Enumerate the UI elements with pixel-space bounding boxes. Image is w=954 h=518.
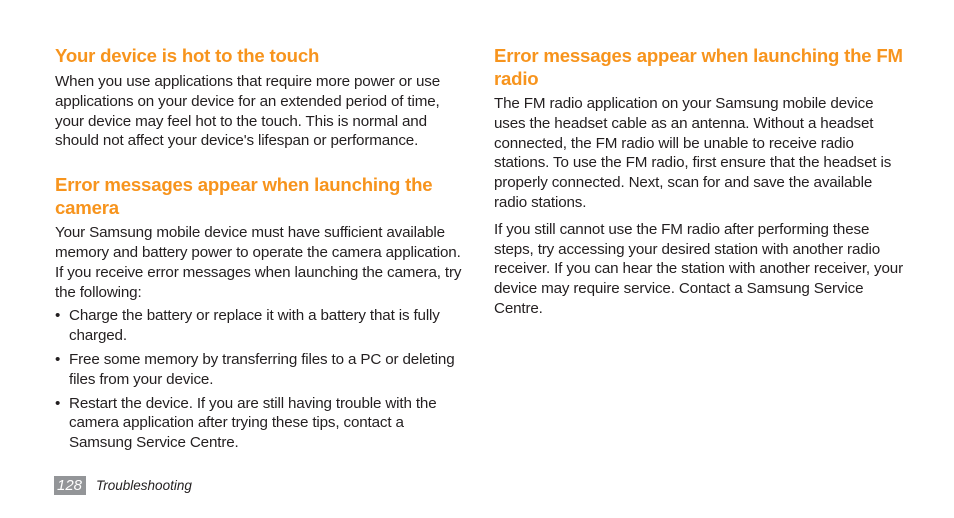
list-item <box>55 306 467 346</box>
camera-tips-list <box>55 306 467 453</box>
footer-section-name: Troubleshooting <box>96 478 192 493</box>
section-hot-to-touch <box>55 44 467 151</box>
list-item <box>55 394 467 453</box>
paragraph-camera-errors: Your Samsung mobile device must have sufficient available memory and battery power to operate the camera application. If you receive error messages when launching the camera, try the following: <box>55 224 462 301</box>
right-column <box>494 44 904 319</box>
paragraph-fm-radio-antenna: The FM radio application on your Samsung mobile device uses the headset cable as an antenna. Without a headset connected, the FM radio will be unable to receive radio stations. To use the FM radio, first ensure that the headset is properly connected. Next, scan for and save the available radio stations. <box>494 95 892 211</box>
left-column <box>55 44 467 457</box>
bullet-icon: • <box>55 394 61 412</box>
paragraph-fm-radio-service: If you still cannot use the FM radio after performing these steps, try accessing your desired station with another radio receiver. If you can hear the station with another receiver, your device may require service. Contact a Samsung Service Centre. <box>494 220 903 317</box>
list-item-text: Free some memory by transferring files to a PC or deleting files from your device. <box>69 350 455 388</box>
heading-camera-errors: Error messages appear when launching the camera <box>55 174 433 219</box>
list-item <box>55 350 467 390</box>
section-fm-radio-errors <box>494 44 904 319</box>
list-item-text: Charge the battery or replace it with a battery that is fully charged. <box>69 307 440 345</box>
list-item-text: Restart the device. If you are still having trouble with the camera application after trying these tips, contact a Samsung Service Centre. <box>69 394 437 452</box>
heading-fm-radio-errors: Error messages appear when launching the FM radio <box>494 45 903 89</box>
section-camera-errors <box>55 173 467 453</box>
bullet-icon: • <box>55 307 61 325</box>
heading-hot-to-touch: Your device is hot to the touch <box>55 45 320 66</box>
bullet-icon: • <box>55 350 61 368</box>
paragraph-hot-to-touch: When you use applications that require more power or use applications on your device for an extended period of time, your device may feel hot to the touch. This is normal and should not affect your device's lifespan or performance. <box>55 73 440 150</box>
page-footer <box>54 476 192 495</box>
page-number: 128 <box>54 476 86 495</box>
